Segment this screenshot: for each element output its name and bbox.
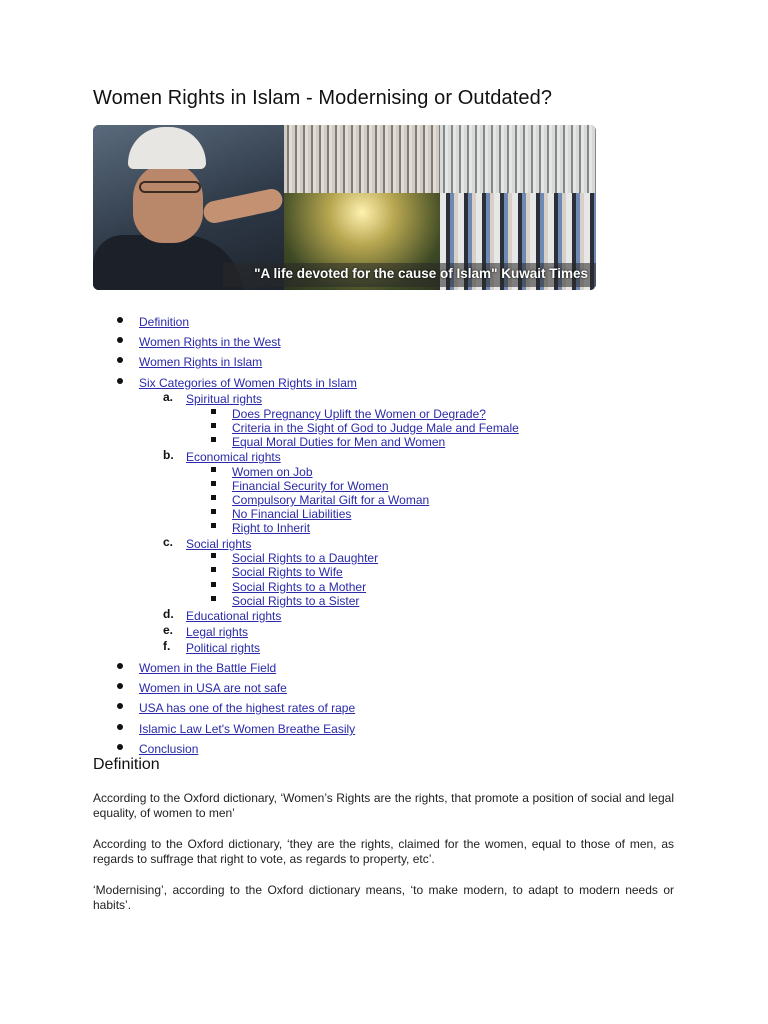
list-marker: e.: [163, 623, 174, 637]
toc-link-definition[interactable]: Definition: [139, 315, 190, 329]
square-bullet-icon: [211, 467, 216, 472]
toc-link-women-on-job[interactable]: Women on Job: [232, 465, 313, 479]
square-bullet-icon: [211, 567, 216, 572]
toc-link-women-rights-islam[interactable]: Women Rights in Islam: [139, 355, 263, 369]
square-bullet-icon: [211, 523, 216, 528]
toc-link-rates-of-rape[interactable]: USA has one of the highest rates of rape: [139, 701, 356, 715]
definition-paragraph-1: According to the Oxford dictionary, ‘Women’s Rights are the rights, that promote a position of social and legal equality, of women to men’: [93, 791, 674, 820]
square-bullet-icon: [211, 423, 216, 428]
toc-link-criteria[interactable]: Criteria in the Sight of God to Judge Male and Female: [232, 421, 519, 435]
list-marker: d.: [163, 607, 174, 621]
square-bullet-icon: [211, 437, 216, 442]
square-bullet-icon: [211, 553, 216, 558]
toc-link-equal-moral-duties[interactable]: Equal Moral Duties for Men and Women: [232, 435, 446, 449]
square-bullet-icon: [211, 481, 216, 486]
list-marker: c.: [163, 535, 174, 549]
bullet-icon: [117, 724, 123, 730]
square-bullet-icon: [211, 409, 216, 414]
toc-link-women-rights-west[interactable]: Women Rights in the West: [139, 335, 281, 349]
bullet-icon: [117, 744, 123, 750]
toc-link-battle-field[interactable]: Women in the Battle Field: [139, 661, 277, 675]
square-bullet-icon: [211, 582, 216, 587]
bullet-icon: [117, 703, 123, 709]
list-marker: a.: [163, 390, 174, 404]
section-heading-definition: Definition: [93, 756, 160, 773]
toc-link-spiritual-rights[interactable]: Spiritual rights: [186, 392, 263, 406]
toc-link-pregnancy[interactable]: Does Pregnancy Uplift the Women or Degrade?: [232, 407, 486, 421]
list-marker: f.: [163, 639, 171, 653]
banner-image: [93, 125, 596, 290]
banner-caption: "A life devoted for the cause of Islam" Kuwait Times: [254, 266, 588, 281]
crowd-photo-3: [440, 125, 596, 193]
toc-link-conclusion[interactable]: Conclusion: [139, 742, 199, 756]
speaker-face: [133, 163, 203, 243]
toc-link-educational-rights[interactable]: Educational rights: [186, 609, 282, 623]
bullet-icon: [117, 357, 123, 363]
bullet-icon: [117, 317, 123, 323]
toc-link-wife[interactable]: Social Rights to Wife: [232, 565, 343, 579]
toc-link-political-rights[interactable]: Political rights: [186, 641, 261, 655]
toc-link-marital-gift[interactable]: Compulsory Marital Gift for a Woman: [232, 493, 430, 507]
toc-link-financial-security[interactable]: Financial Security for Women: [232, 479, 389, 493]
toc-link-usa-not-safe[interactable]: Women in USA are not safe: [139, 681, 287, 695]
list-marker: b.: [163, 448, 174, 462]
toc-link-six-categories[interactable]: Six Categories of Women Rights in Islam: [139, 376, 357, 390]
bullet-icon: [117, 378, 123, 384]
toc-link-mother[interactable]: Social Rights to a Mother: [232, 580, 367, 594]
square-bullet-icon: [211, 495, 216, 500]
bullet-icon: [117, 683, 123, 689]
definition-paragraph-3: ‘Modernising’, according to the Oxford dictionary means, ‘to make modern, to adapt to modern needs or habits’.: [93, 883, 674, 912]
toc-link-legal-rights[interactable]: Legal rights: [186, 625, 249, 639]
square-bullet-icon: [211, 509, 216, 514]
toc-link-daughter[interactable]: Social Rights to a Daughter: [232, 551, 379, 565]
square-bullet-icon: [211, 596, 216, 601]
toc-link-right-to-inherit[interactable]: Right to Inherit: [232, 521, 311, 535]
toc-link-sister[interactable]: Social Rights to a Sister: [232, 594, 360, 608]
bullet-icon: [117, 663, 123, 669]
speaker-glasses: [139, 181, 201, 193]
toc-link-islamic-law[interactable]: Islamic Law Let's Women Breathe Easily: [139, 722, 356, 736]
page-title: Women Rights in Islam - Modernising or Outdated?: [93, 87, 553, 109]
definition-paragraph-2: According to the Oxford dictionary, ‘they are the rights, claimed for the women, equal to those of men, as regards to suffrage that right to vote, as regards to property, etc’.: [93, 837, 674, 866]
toc-link-social-rights[interactable]: Social rights: [186, 537, 252, 551]
toc-link-no-financial-liabilities[interactable]: No Financial Liabilities: [232, 507, 352, 521]
bullet-icon: [117, 337, 123, 343]
toc-link-economical-rights[interactable]: Economical rights: [186, 450, 281, 464]
crowd-photo-1: [284, 125, 440, 193]
